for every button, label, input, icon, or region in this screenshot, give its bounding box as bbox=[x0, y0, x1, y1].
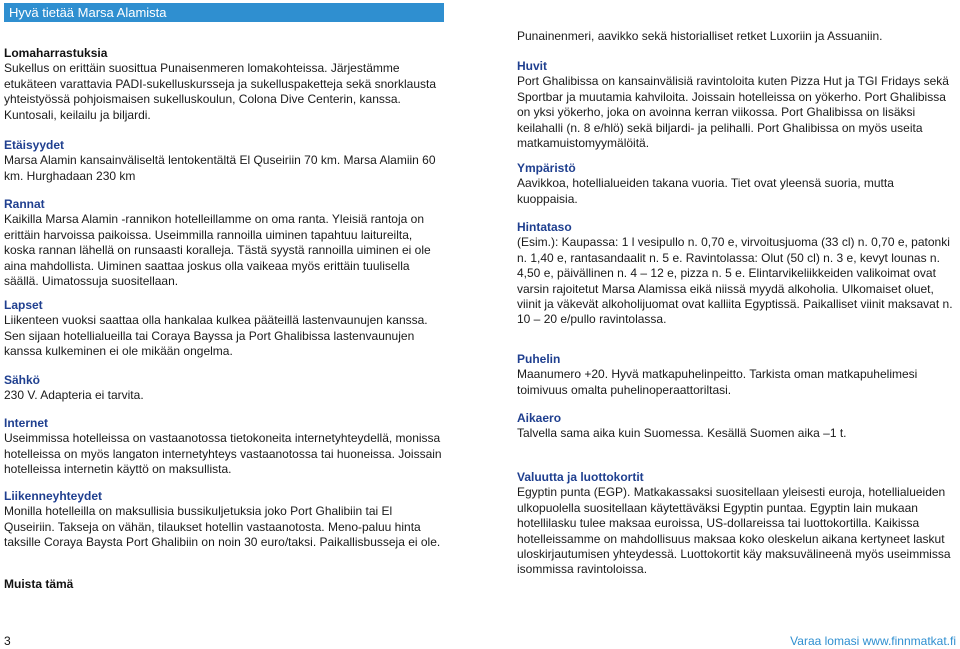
section-heading: Liikenneyhteydet bbox=[4, 489, 103, 503]
section-time-difference bbox=[517, 411, 957, 442]
section-heading: Sähkö bbox=[4, 373, 41, 387]
section-text: Maanumero +20. Hyvä matkapuhelinpeitto. Tarkista oman matkapuhelimesi toimivuus omalta puhelinoperaattoriltasi. bbox=[517, 367, 918, 397]
section-environment bbox=[517, 161, 957, 207]
section-text: Marsa Alamin kansainväliseltä lentokentältä El Quseiriin 70 km. Marsa Alamiin 60 km. Hurghadaan 230 km bbox=[4, 153, 436, 183]
section-heading: Etäisyydet bbox=[4, 138, 65, 152]
section-heading: Internet bbox=[4, 416, 49, 430]
section-children bbox=[4, 298, 444, 360]
section-text: Egyptin punta (EGP). Matkakassaksi suositellaan yleisesti euroja, hotellialueiden ulkopuolella suositellaan käytettäväksi Egyptin puntaa. Egyptin lain mukaan hotellilasku tulee maksaa euroissa, US-dollareissa tai luottokortilla. Kaikissa hotelleissamme on mahdollisuus maksaa koko oleskelun aikana kertyneet laskut uloskirjautumisen yhteydessä. Luottokortit käy maksuvälineenä myös useimmissa isommissa ravintoloissa. bbox=[517, 485, 951, 577]
section-price-level bbox=[517, 220, 957, 328]
section-text: Punainenmeri, aavikko sekä historialliset retket Luxoriin ja Assuaniin. bbox=[517, 29, 883, 43]
section-text: Port Ghalibissa on kansainvälisiä ravintoloita kuten Pizza Hut ja TGI Fridays sekä Sportbar ja muutamia kahviloita. Joissain hotelleissa on yökerho. Port Ghalibissa on yksi yökerho, joka on avoinna kerran viikossa. Port Ghalibissa on lisäksi keilahalli (n. 8 e/hlö) sekä biljardi- ja pelihalli. Port Ghalibissa on myös useita matkamuistomyymälöitä. bbox=[517, 74, 949, 151]
section-heading: Muista tämä bbox=[4, 577, 74, 591]
section-remember bbox=[4, 577, 444, 592]
section-heading: Hintataso bbox=[517, 220, 572, 234]
section-transport bbox=[4, 489, 444, 551]
section-heading: Lomaharrastuksia bbox=[4, 46, 108, 60]
section-entertainment bbox=[517, 59, 957, 151]
section-text: Useimmissa hotelleissa on vastaanotossa tietokoneita internetyhteydellä, monissa hotelleissa on myös langaton internetyhteys vastaanotossa tai huoneissa. Joissain hotelleissa internetin käyttö on maksullista. bbox=[4, 431, 442, 477]
section-heading: Ympäristö bbox=[517, 161, 576, 175]
section-heading: Lapset bbox=[4, 298, 43, 312]
section-text: Kaikilla Marsa Alamin -rannikon hotelleillamme on oma ranta. Yleisiä rantoja on erittäin harvoissa paikoissa. Useimmilla rannoilla uiminen tapahtuu laitureilta, koska rannan lähellä on runsaasti koralleja. Tästä syystä rannoilla uiminen ei ole aina mahdollista. Uiminen saattaa joskus olla vaikeaa myös erittäin tuulisella säällä. Uimatossuja suositellaan. bbox=[4, 212, 431, 289]
section-heading: Aikaero bbox=[517, 411, 562, 425]
section-excursions bbox=[517, 29, 957, 44]
footer-website-link[interactable]: Varaa lomasi www.finnmatkat.fi bbox=[790, 634, 956, 648]
section-text: Monilla hotelleilla on maksullisia bussikuljetuksia joko Port Ghalibiin tai El Quseiriin. Takseja on vähän, tilaukset hotellin vastaanotosta. Meno-paluu hinta taksille Coraya Baysta Port Ghalibiin on noin 30 euro/taksi. Paikallisbusseja ei ole. bbox=[4, 504, 441, 550]
section-heading: Rannat bbox=[4, 197, 45, 211]
section-phone bbox=[517, 352, 957, 398]
section-text: Sukellus on erittäin suosittua Punaisenmeren lomakohteissa. Järjestämme etukäteen varattavia PADI-sukelluskursseja ja sukelluspaketteja sekä snorklausta yhteistyössä pohjoismaisen sukelluskoulun, Colona Dive Centerin, kanssa. Kuntosali, keilailu ja biljardi. bbox=[4, 61, 436, 122]
section-heading: Huvit bbox=[517, 59, 547, 73]
section-currency bbox=[517, 470, 957, 578]
section-hobbies bbox=[4, 46, 444, 123]
page-number: 3 bbox=[4, 634, 11, 648]
section-distances bbox=[4, 138, 444, 184]
page-header-bar: Hyvä tietää Marsa Alamista bbox=[4, 3, 444, 22]
section-internet bbox=[4, 416, 444, 478]
section-text: Liikenteen vuoksi saattaa olla hankalaa kulkea pääteillä lastenvaunujen kanssa. Sen sijaan hotellialueilla tai Coraya Bayssa ja Port Ghalibissa lastenvaunujen kanssa kulkeminen ei ole mikään ongelma. bbox=[4, 313, 428, 359]
section-text: Aavikkoa, hotellialueiden takana vuoria. Tiet ovat yleensä suoria, mutta kuoppaisia. bbox=[517, 176, 894, 206]
section-text: (Esim.): Kaupassa: 1 l vesipullo n. 0,70 e, virvoitusjuoma (33 cl) n. 0,70 e, patonki n. 1,40 e, rantasandaalit n. 5 e. Ravintolassa: Olut (50 cl) n. 3 e, kevyt lounas n. 4,50 e, päivällinen n. 4 – 12 e, pizza n. 5 e. Elintarvikeliikkeiden valikoimat ovat varsin rajoitetut Marsa Alamissa eikä niissä myydä alkoholia. Ulkomaiset oluet, viinit ja väkevät alkoholijuomat ovat kalliita Egyptissä. Paikalliset viinit maksavat n. 10 – 20 e/pullo ravintolassa. bbox=[517, 235, 953, 327]
section-heading: Puhelin bbox=[517, 352, 561, 366]
section-text: Talvella sama aika kuin Suomessa. Kesällä Suomen aika –1 t. bbox=[517, 426, 847, 441]
section-electricity bbox=[4, 373, 444, 404]
section-text: 230 V. Adapteria ei tarvita. bbox=[4, 388, 144, 403]
section-heading: Valuutta ja luottokortit bbox=[517, 470, 644, 484]
section-beaches bbox=[4, 197, 444, 289]
